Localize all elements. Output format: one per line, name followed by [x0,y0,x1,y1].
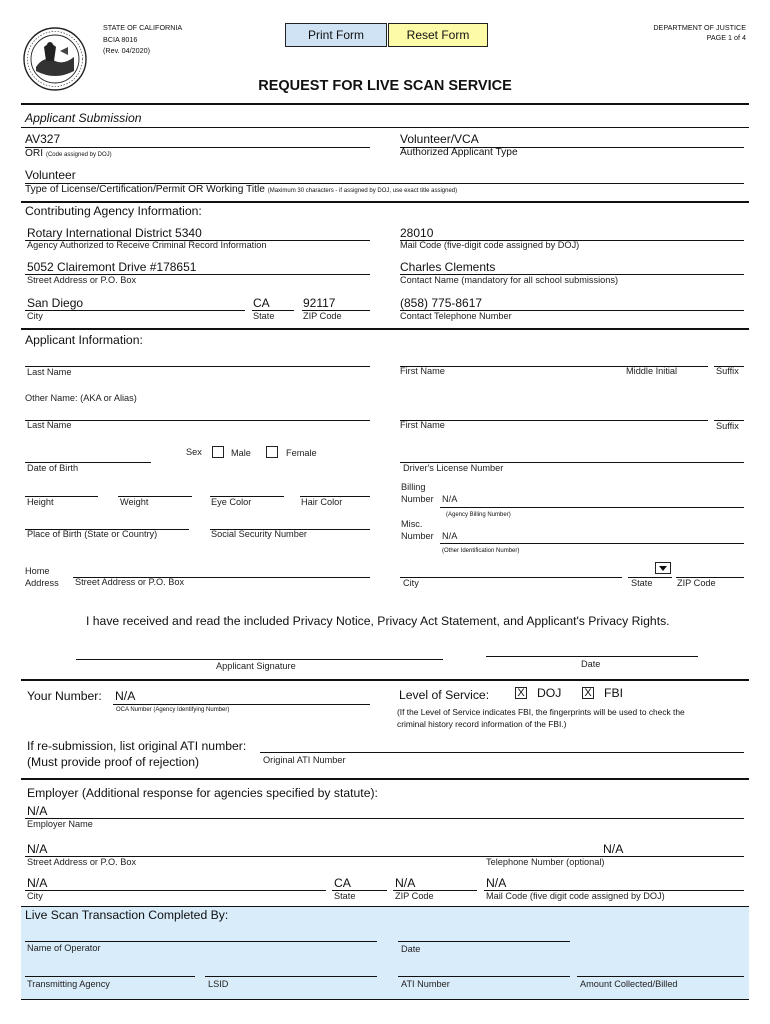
fbi-note-line-1: (If the Level of Service indicates FBI, the fingerprints will be used to check the [397,707,685,717]
agency-city-label: City [27,311,43,321]
agency-state-label: State [253,311,275,321]
alias-last-name-label: Last Name [27,420,72,430]
employer-city-value[interactable]: N/A [27,876,48,890]
middle-initial-label: Middle Initial [626,366,678,376]
signature-label: Applicant Signature [216,661,296,671]
home-zip-label: ZIP Code [677,578,716,588]
live-scan-date-label: Date [401,944,421,954]
contact-phone-label: Contact Telephone Number [400,311,512,321]
original-ati-label: Original ATI Number [263,755,346,765]
employer-zip-value[interactable]: N/A [395,876,416,890]
billing-label-1: Billing [401,482,426,492]
eye-color-label: Eye Color [211,497,252,507]
agency-city-value[interactable]: San Diego [27,296,84,310]
suffix-label: Suffix [716,366,739,376]
billing-number-value[interactable]: N/A [442,494,458,504]
form-code: BCIA 8016 [103,35,138,44]
home-state-label: State [631,578,653,588]
license-label [25,184,457,195]
employer-city-label: City [27,891,43,901]
employer-heading: Employer (Additional response for agencies specified by statute): [27,786,378,800]
misc-label-1: Misc. [401,519,423,529]
employer-mail-code-label: Mail Code (five digit code assigned by DOJ) [486,891,665,901]
page-indicator: PAGE 1 of 4 [706,33,746,42]
your-number-label: Your Number: [27,689,102,703]
contact-name-label: Contact Name (mandatory for all school submissions) [400,275,619,285]
height-label: Height [27,497,54,507]
signature-date-label: Date [581,659,601,669]
male-label: Male [231,448,251,458]
level-of-service-label: Level of Service: [399,688,490,702]
license-note: (Maximum 30 characters - if assigned by DOJ, use exact title assigned) [267,188,458,194]
applicant-type-value[interactable]: Volunteer/VCA [400,132,479,146]
fbi-label: FBI [604,686,623,700]
form-revision: (Rev. 04/2020) [103,46,151,55]
doj-label: DOJ [537,686,562,700]
form-title: REQUEST FOR LIVE SCAN SERVICE [258,78,512,94]
home-label-1: Home [25,566,50,576]
resubmission-label: If re-submission, list original ATI number: [27,739,247,753]
operator-underline [25,941,377,942]
contact-phone-value[interactable]: (858) 775-8617 [400,296,483,310]
agency-zip-label: ZIP Code [303,311,342,321]
home-label-2: Address [25,578,59,588]
oca-note: OCA Number (Agency Identifying Number) [116,707,230,713]
agency-street-value[interactable]: 5052 Clairemont Drive #178651 [27,260,197,274]
misc-label-2: Number [401,531,434,541]
transmitting-agency-label: Transmitting Agency [27,979,110,989]
applicant-heading: Applicant Information: [25,333,143,347]
employer-name-value[interactable]: N/A [27,804,48,818]
license-value[interactable]: Volunteer [25,168,76,182]
ati-underline [260,752,744,753]
employer-state-label: State [334,891,356,901]
operator-label: Name of Operator [27,943,101,953]
agency-zip-value[interactable]: 92117 [303,296,336,310]
submission-heading: Applicant Submission [25,111,142,125]
ori-label [25,148,112,159]
home-city-label: City [403,578,419,588]
employer-street-value[interactable]: N/A [27,842,48,856]
place-of-birth-label: Place of Birth (State or Country) [27,529,158,539]
agency-state-value[interactable]: CA [253,296,270,310]
hair-color-label: Hair Color [301,497,343,507]
last-name-label: Last Name [27,367,72,377]
alias-first-underline [400,420,708,421]
section-divider [21,328,749,330]
transmitting-agency-underline [25,976,195,977]
signature-underline [76,659,443,660]
ati-number-underline [398,976,570,977]
alias-last-underline [25,420,370,421]
print-form-button[interactable]: Print Form [285,23,387,47]
drivers-license-label: Driver's License Number [403,463,504,473]
contact-name-value[interactable]: Charles Clements [400,260,496,274]
male-checkbox[interactable] [212,446,224,458]
live-scan-heading: Live Scan Transaction Completed By: [25,908,229,922]
mail-code-label: Mail Code (five-digit code assigned by DOJ) [400,240,580,250]
license-label-text: Type of License/Certification/Permit OR Working Title [25,184,265,195]
lsid-underline [205,976,377,977]
employer-street-label: Street Address or P.O. Box [27,857,137,867]
sex-label: Sex [186,447,202,457]
ori-label-text: ORI [25,148,44,159]
amount-underline [577,976,744,977]
female-checkbox[interactable] [266,446,278,458]
agency-heading: Contributing Agency Information: [25,204,202,218]
title-divider [21,103,749,105]
resubmission-note: (Must provide proof of rejection) [27,755,200,769]
misc-underline [440,543,744,544]
agency-name-value[interactable]: Rotary International District 5340 [27,226,202,240]
ssn-label: Social Security Number [211,529,307,539]
state-dropdown[interactable] [655,562,671,574]
employer-state-value[interactable]: CA [334,876,351,890]
ori-note: (Code assigned by DOJ) [45,152,112,158]
ori-value[interactable]: AV327 [25,132,61,146]
employer-name-label: Employer Name [27,819,93,829]
lsid-label: LSID [208,979,229,989]
your-number-value[interactable]: N/A [115,689,136,703]
female-label: Female [286,448,317,458]
employer-mail-code-value[interactable]: N/A [486,876,507,890]
alias-first-name-label: First Name [400,420,445,430]
amount-collected-label: Amount Collected/Billed [580,979,678,989]
section-divider [21,201,749,203]
doj-checkbox[interactable]: X [515,687,527,699]
misc-number-value[interactable]: N/A [442,531,458,541]
dob-label: Date of Birth [27,463,79,473]
home-street-label: Street Address or P.O. Box [75,577,185,587]
state-label: STATE OF CALIFORNIA [103,23,183,32]
alias-suffix-label: Suffix [716,421,739,431]
live-scan-date-underline [398,941,570,942]
ati-number-label: ATI Number [401,979,450,989]
divider [21,127,749,128]
fbi-checkbox[interactable]: X [582,687,594,699]
billing-note: (Agency Billing Number) [446,512,511,518]
last-name-underline [25,366,370,367]
misc-note: (Other Identification Number) [442,548,520,554]
fbi-note-line-2: criminal history record information of the FBI.) [397,719,567,729]
billing-label-2: Number [401,494,434,504]
privacy-statement: I have received and read the included Privacy Notice, Privacy Act Statement, and Applicant's Privacy Rights. [86,614,670,628]
applicant-type-label: Authorized Applicant Type [400,147,518,158]
employer-name-underline [25,818,744,819]
mail-code-value[interactable]: 28010 [400,226,434,240]
first-name-label: First Name [400,366,445,376]
agency-street-label: Street Address or P.O. Box [27,275,137,285]
employer-phone-label: Telephone Number (optional) [486,857,605,867]
agency-name-label: Agency Authorized to Receive Criminal Record Information [27,240,267,250]
signature-date-underline [486,656,698,657]
home-city-underline [400,577,622,578]
employer-zip-label: ZIP Code [395,891,434,901]
employer-phone-value[interactable]: N/A [603,842,624,856]
reset-form-button[interactable]: Reset Form [388,23,488,47]
section-divider [21,778,749,780]
your-number-underline [113,704,370,705]
section-divider [21,679,749,681]
other-name-label: Other Name: (AKA or Alias) [25,393,137,403]
agency-city-underline [25,310,245,311]
weight-label: Weight [120,497,149,507]
billing-underline [440,507,744,508]
employer-city-underline [25,890,326,891]
department-label: DEPARTMENT OF JUSTICE [653,23,746,32]
